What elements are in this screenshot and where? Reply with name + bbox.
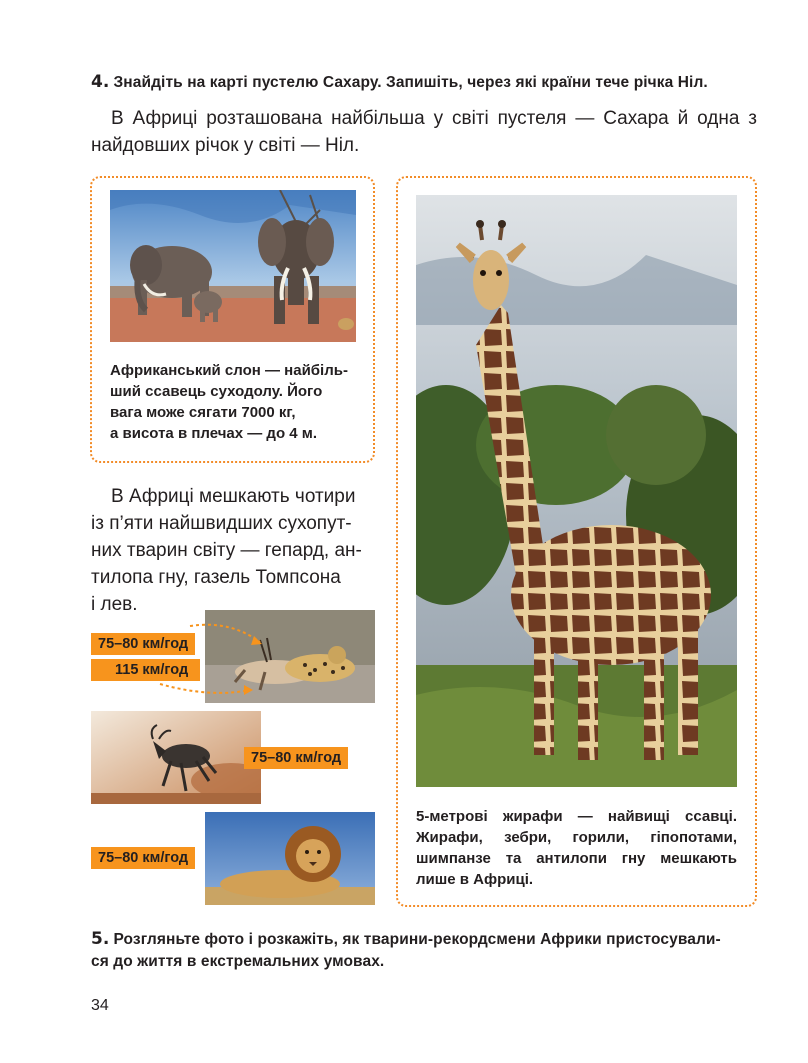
lion-photo [205,812,375,905]
task-4-number: 4. [91,72,110,92]
wildebeest-speed-badge: 75–80 км/год [244,747,348,769]
task-5: 5. Розгляньте фото і розкажіть, як тварини-рекордсмени Африки пристосували- ся до життя в екстремальних умовах. [91,929,721,970]
giraffe-caption: 5-метрові жирафи — найвищі ссавці. Жирафи, зебри, горили, гіпопотами, шимпанзе та антилопи гну мешкають лише в Африці. [416,808,737,888]
lion-speed-badge: 75–80 км/год [91,847,195,869]
giraffe-photo [416,195,737,787]
elephant-photo [110,190,356,342]
page-number: 34 [91,997,109,1014]
elephant-caption: Африканський слон — найбіль- ший ссавець суходолу. Його вага може сягати 7000 кг, а висота в плечах — до 4 м. [110,362,348,442]
task-5-number: 5. [91,929,110,949]
fast-animals-paragraph: В Африці мешкають чотири із п’яти найшвидших сухопут- них тварин світу — гепард, ан- тилопа гну, газель Томпсона і лев. [91,486,362,615]
task-4-text: Знайдіть на карті пустелю Сахару. Запишіть, через які країни тече річка Ніл. [113,74,708,91]
wildebeest-photo [91,711,261,804]
cheetah-speed-badge: 115 км/год [91,659,200,681]
speed-arrows [150,612,270,702]
gazelle-speed-badge: 75–80 км/год [91,633,195,655]
intro-paragraph: В Африці розташована найбільша у світі пустеля — Сахара й одна з найдовших річок у світі — Ніл. [91,108,757,156]
task-4 [91,71,771,94]
